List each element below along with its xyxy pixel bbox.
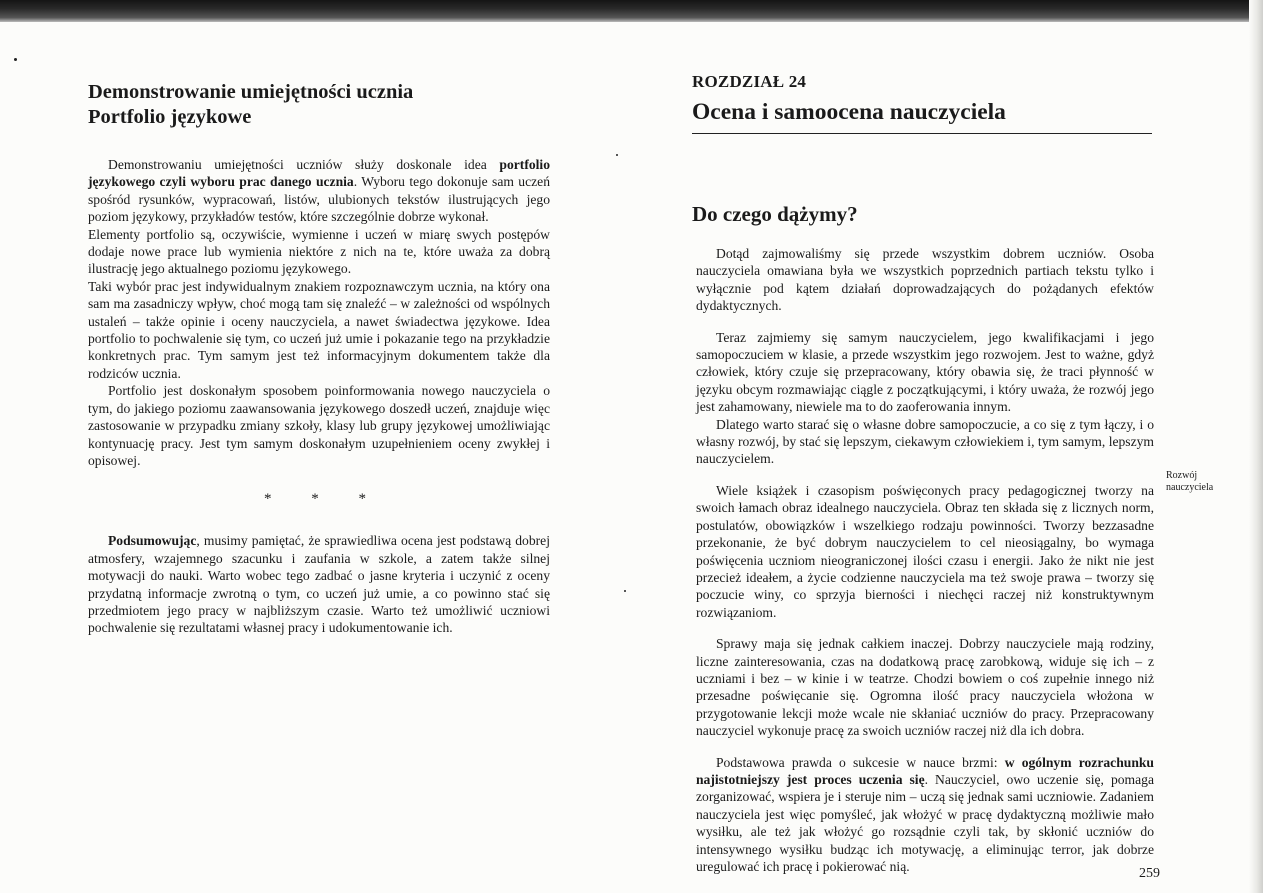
bold-term: w ogólnym rozrachunku najistotniejszy jest proces uczenia się xyxy=(696,754,1154,787)
scan-speck xyxy=(616,154,618,156)
paragraph-portfolio-intro xyxy=(88,156,550,226)
margin-note-line: Rozwój xyxy=(1166,470,1198,481)
paragraph-wellbeing: Dlatego warto starać się o własne dobre samopoczucie, a co się z tym łączy, i o własny rozwój, by stać się lepszym, ciekawym człowiekiem i, tym samym, lepszym nauczycielem. xyxy=(696,416,1154,467)
paragraph-choice: Taki wybór prac jest indywidualnym znakiem rozpoznawczym ucznia, na który ona sam ma zasadniczy wpływ, choć mogą tam się znaleźć – w zależności od wspólnych ustaleń – także opinie i oceny nauczyciela, a nawet świadectwa językowe. Idea portfolio to pochwalenie się tym, co uczeń już umie i pokazanie tego na przykładzie konkretnych prac. Tym samym jest też informacyjnym dokumentem także dla rodziców ucznia. xyxy=(88,278,550,381)
chapter-label: ROZDZIAŁ 24 xyxy=(692,72,807,91)
title-rule xyxy=(692,133,1152,134)
page-number: 259 xyxy=(1139,866,1160,881)
paragraph-ideal-teacher: Wiele książek i czasopism poświęconych pracy pedagogicznej tworzy na swoich łamach obraz idealnego nauczyciela. Obraz ten składa się z licznych norm, postulatów, obowiązków i wszelkiego rodzaju powinności. Tworzy bezzasadne przekonanie, że być dobrym nauczycielem to cel nieosiągalny, bo wymaga poświęcenia uczniom nieograniczonej ilości czasu i energii. Jako że nikt nie jest przecież ideałem, a życie codzienne nauczyciela ma też swoje prawa – tworzy się poczucie winy, co sprzyja bierności i niechęci raczej niż konstruktywnym rozwiązaniom. xyxy=(696,482,1154,620)
paragraph-summary xyxy=(88,532,550,636)
subheading: Do czego dążymy? xyxy=(692,202,858,226)
scan-speck xyxy=(624,590,626,592)
text-run: Demonstrowaniu umiejętności uczniów służy doskonale idea xyxy=(108,157,500,172)
text-run: , musimy pamiętać, że sprawiedliwa ocena jest podstawą dobrej atmosfery, wzajemnego szacunku i zaufania w szkole, a zatem także silnej motywacji do nauki. Warto wobec tego zadbać o jasne kryteria i uczynić z oceny przydatną informacje zwrotną o tym, co uczeń już umie, a co powinno stać się przedmiotem jego pracy w najbliższym czasie. Warto też umożliwić uczniowi pochwalenie się rezultatami własnej pracy i udokumentowanie ich. xyxy=(88,533,550,636)
left-page xyxy=(88,80,550,637)
text-run: . Wyboru tego dokonuje sam uczeń spośród rysunków, wypracowań, listów, ulubionych tekstów ilustrujących jego poziom językowy, przykładów testów, które szczególnie dobrze wykonał. xyxy=(88,174,550,225)
scan-speck xyxy=(14,58,17,61)
bold-term: Podsumowując xyxy=(108,533,197,549)
margin-note-line: nauczyciela xyxy=(1166,482,1214,493)
paragraph-elements: Elementy portfolio są, oczywiście, wymienne i uczeń w miarę swych postępów dodaje nowe prace lub wymienia niektóre z nich na te, które uważa za dobrą ilustrację jego aktualnego poziomu językowego. xyxy=(88,226,550,277)
paragraph-so-far: Dotąd zajmowaliśmy się przede wszystkim dobrem uczniów. Osoba nauczyciela omawiana była we wszystkich poprzednich partiach tekstu tylko i wyłącznie pod kątem działań doprowadzających do pożądanych efektów dydaktycznych. xyxy=(696,246,1154,314)
section-separator-stars: * * * xyxy=(264,491,384,508)
paragraph-basic-truth xyxy=(696,754,1154,876)
section-heading-line1: Demonstrowanie umiejętności ucznia xyxy=(88,81,414,103)
scan-right-edge xyxy=(1249,0,1263,893)
bold-term: portfolio językowego czyli wyboru prac danego ucznia xyxy=(88,157,550,190)
scan-shadow-bar xyxy=(0,0,1263,22)
right-page-body xyxy=(696,245,1154,875)
paragraph-portfolio-new-teacher: Portfolio jest doskonałym sposobem poinformowania nowego nauczyciela o tym, do jakiego poziomu zaawansowania językowego doszedł uczeń, znajduje więc zastosowanie w przypadku zmiany szkoły, klasy lub grupy językowej umożliwiając kontynuację pracy. Jest tym samym doskonałym uzupełnieniem oceny zwykłej i opisowej. xyxy=(88,383,550,468)
chapter-title: Ocena i samoocena nauczyciela xyxy=(692,99,1006,125)
text-run: Podstawowa prawda o sukcesie w nauce brzmi: xyxy=(716,754,1005,770)
text-run: . Nauczyciel, owo uczenie się, pomaga zorganizować, wspiera je i steruje nim – uczą się jednak sami uczniowie. Zadaniem nauczyciela jest więc pomyśleć, jak włożyć w pracę dydaktyczną możliwie mało wysiłku, ale też jak włożyć go rozsądnie czyli tak, by skłonić uczniów do intensywnego wysiłku budząc ich motywację, a eliminując terror, jak dobrze uregulować ich pracę i pokierować nią. xyxy=(696,771,1154,874)
section-heading-line2: Portfolio językowe xyxy=(88,106,252,128)
section-heading xyxy=(88,80,550,130)
margin-note xyxy=(1166,470,1213,494)
paragraph-good-teachers: Sprawy maja się jednak całkiem inaczej. Dobrzy nauczyciele mają rodziny, liczne zainteresowania, czas na dodatkową pracę zarobkową, widuje się ich – z uczniami i bez – w kinie i w teatrze. Chodzi bowiem o coś zupełnie innego niż przesadne poświęcanie się. Ogromna ilość pracy nauczyciela włożona w przygotowanie lekcji może wcale nie skłaniać uczniów do pracy. Przepracowany nauczyciel wykonuje pracę za swoich uczniów raczej niż dla ich dobra. xyxy=(696,636,1154,739)
right-page xyxy=(692,72,1154,134)
paragraph-teacher-focus: Teraz zajmiemy się samym nauczycielem, jego kwalifikacjami i jego samopoczuciem w klasie, a przede wszystkim jego rozwojem. Jest to ważne, gdyż człowiek, który czuje się przepracowany, który obawia się, że traci płynność w języku obcym rozmawiając ciągle z początkującymi, i który uważa, że rozwój jego jest zahamowany, niewiele ma to do zaoferowania innym. xyxy=(696,329,1154,415)
